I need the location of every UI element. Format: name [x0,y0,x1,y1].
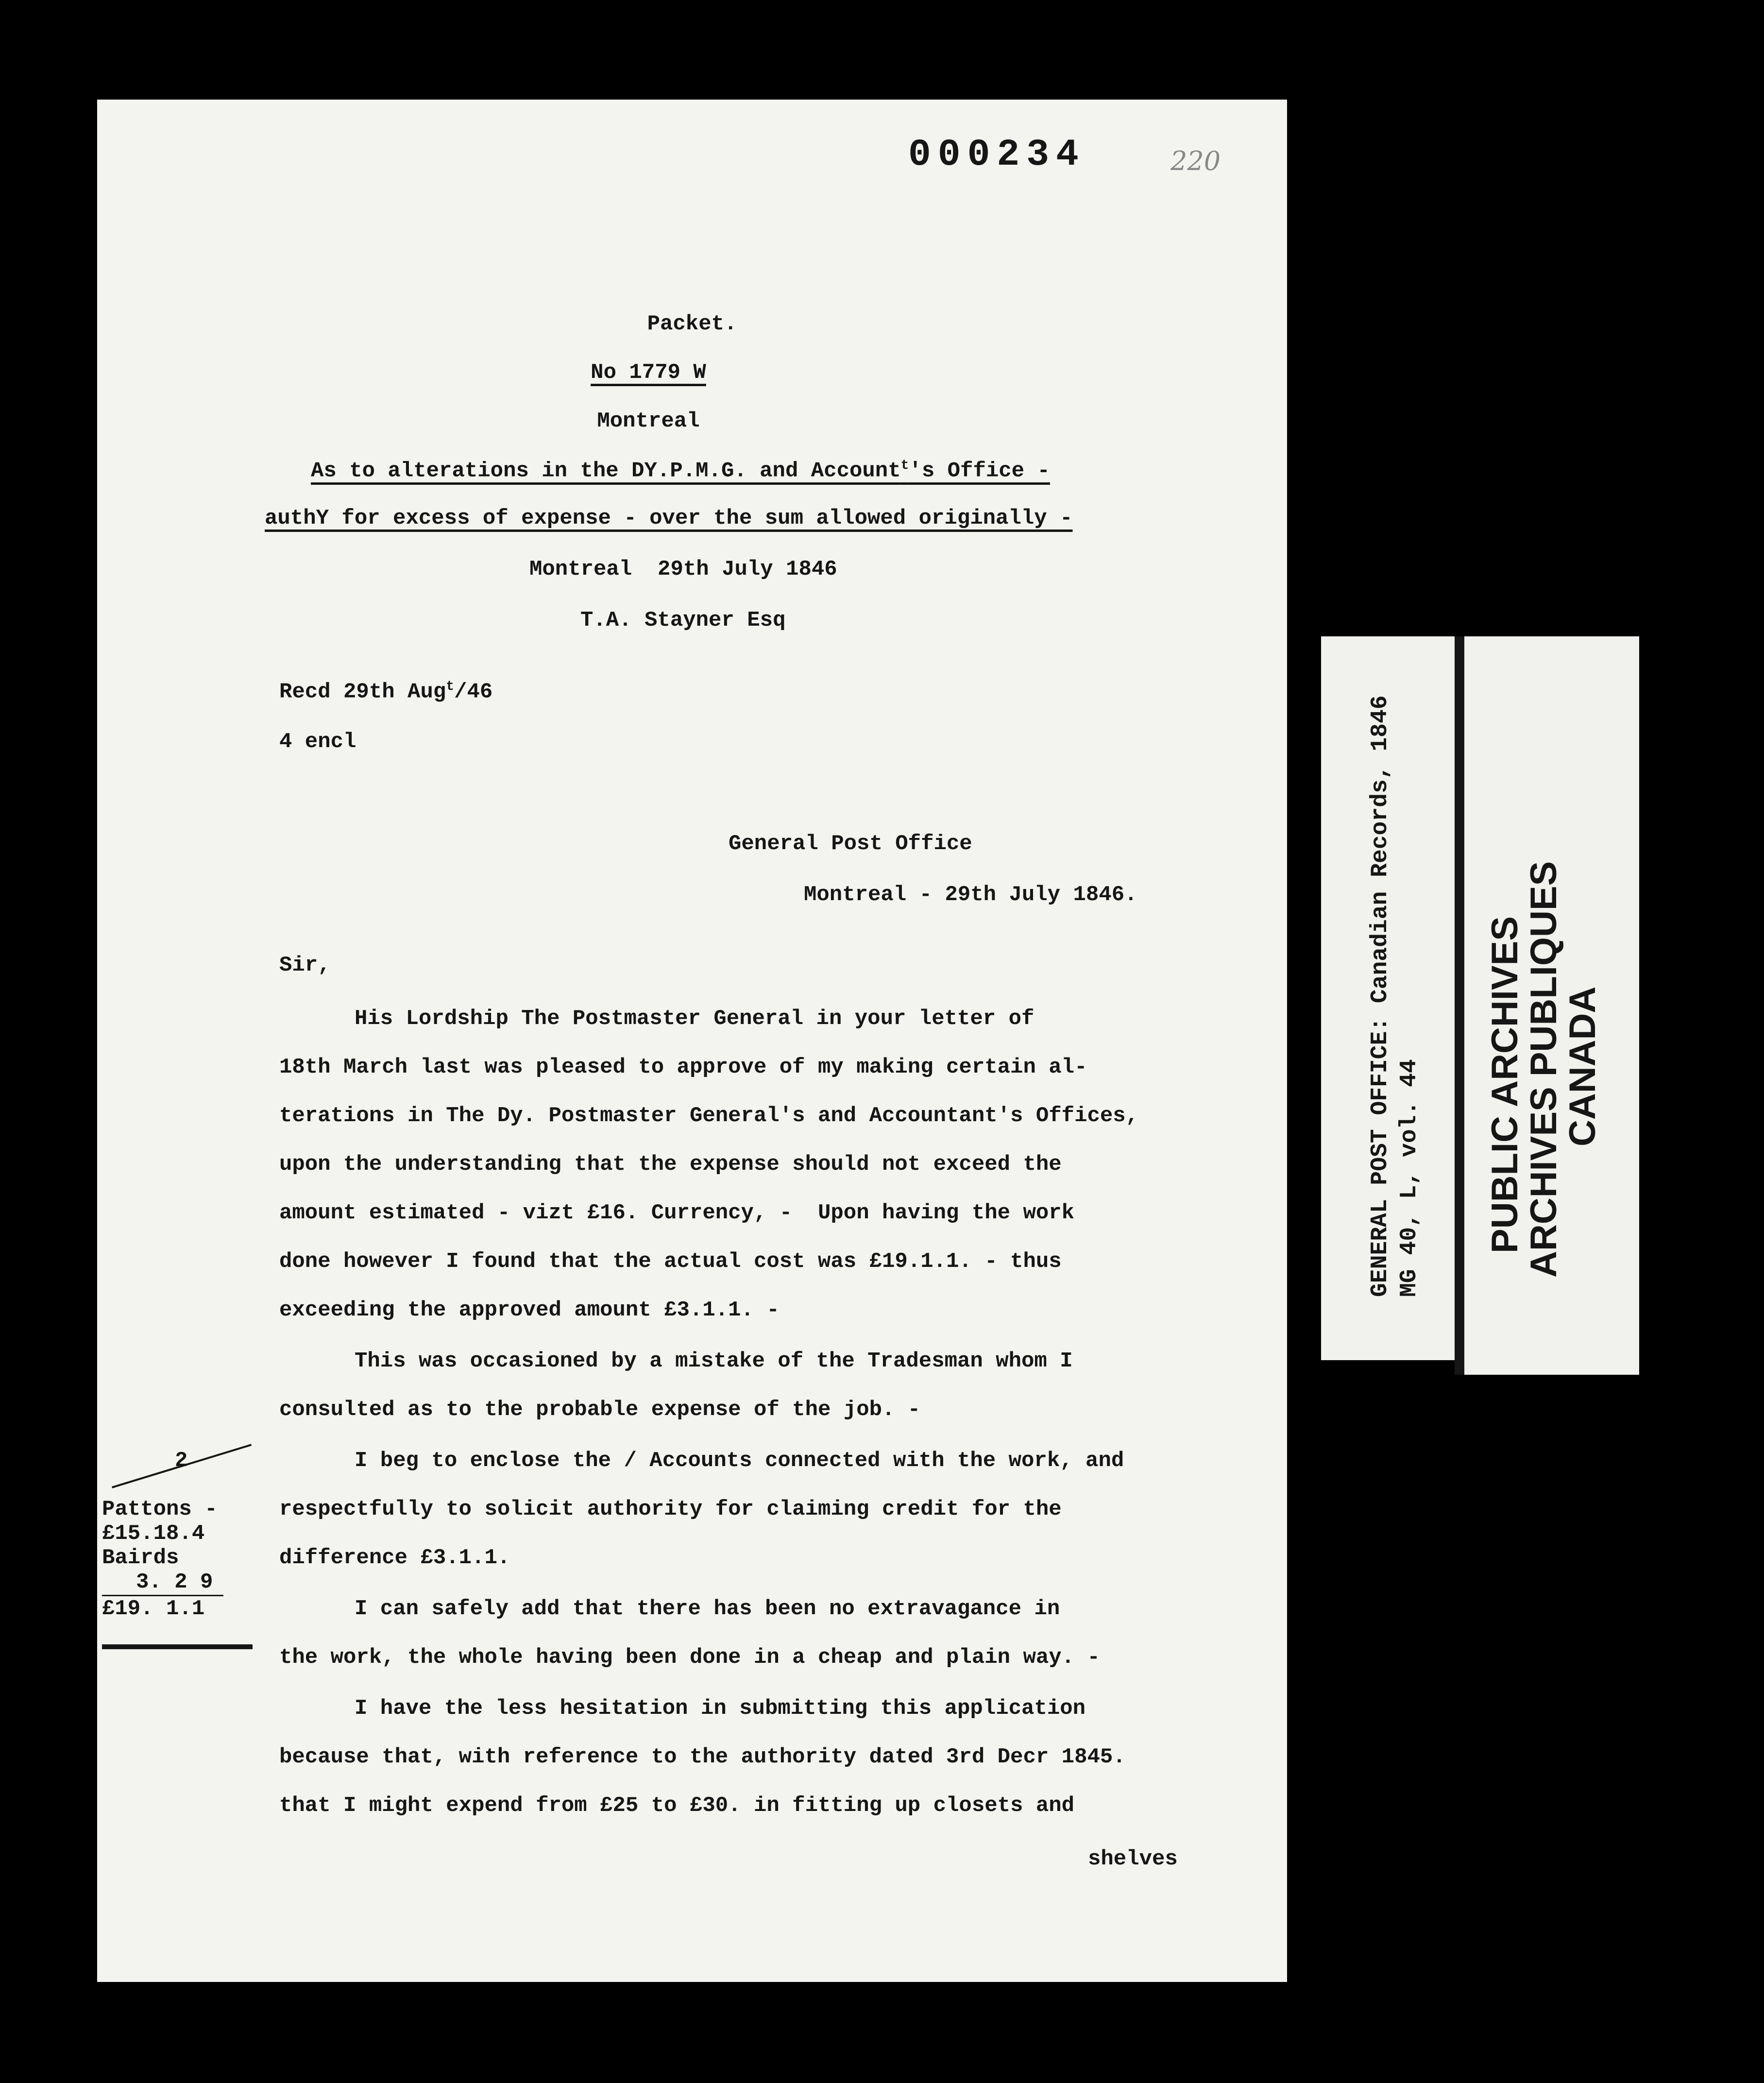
archive-name-french: ARCHIVES PUBLIQUES [1523,861,1564,1278]
pencil-folio-number: 220 [1170,146,1221,176]
body-line: difference £3.1.1. [279,1546,510,1570]
margin-note-bairds-amount: 3. 2 9 [136,1570,213,1594]
body-line: 18th March last was pleased to approve of my making certain al- [279,1055,1087,1079]
packet-heading: Packet. [647,312,737,336]
header-city: Montreal [597,409,700,433]
packet-number: No 1779 W [591,360,706,385]
sender-office: General Post Office [729,832,972,856]
body-line: terations in The Dy. Postmaster General's and Accountant's Offices, [279,1104,1139,1128]
catchword: shelves [1088,1847,1178,1871]
margin-note-pattons-amount: £15.18.4 [102,1521,205,1546]
archive-stamp-label [1455,636,1639,1375]
enclosures-count: 4 encl [279,730,356,754]
salutation: Sir, [279,953,331,977]
body-line: that I might expend from £25 to £30. in fitting up closets and [279,1793,1075,1818]
body-line: the work, the whole having been done in a cheap and plain way. - [279,1645,1100,1670]
body-line: I have the less hesitation in submitting this application [355,1696,1086,1721]
margin-note-sum-rule [102,1595,223,1596]
margin-note-count: 2 [175,1449,188,1473]
archive-source-line-1: GENERAL POST OFFICE: Canadian Records, 1846 [1367,695,1393,1297]
margin-note-total-rule [102,1644,253,1649]
subject-line-2: authY for excess of expense - over the sum allowed originally - [265,506,1073,530]
header-addressee: T.A. Stayner Esq [580,608,786,632]
body-line: I beg to enclose the / Accounts connected with the work, and [355,1449,1124,1473]
received-date: Recd 29th Aug$^t$/46 [279,679,493,704]
body-line: I can safely add that there has been no extravagance in [355,1597,1060,1621]
body-line: amount estimated - vizt £16. Currency, - Upon having the work [279,1201,1075,1225]
archive-country: CANADA [1562,986,1603,1146]
archive-stamp-number: 000234 [908,134,1086,176]
margin-note-total: £19. 1.1 [102,1597,205,1621]
header-date: Montreal 29th July 1846 [529,557,837,581]
body-line: This was occasioned by a mistake of the Tradesman whom I [355,1349,1073,1373]
label-fold-shadow [1455,636,1464,1375]
archive-source-line-2: MG 40, L, vol. 44 [1396,1059,1423,1297]
margin-note-pattons: Pattons - [102,1497,218,1521]
body-line: done however I found that the actual cost was £19.1.1. - thus [279,1249,1062,1274]
body-line: because that, with reference to the authority dated 3rd Decr 1845. [279,1745,1126,1769]
body-line: respectfully to solicit authority for claiming credit for the [279,1497,1062,1521]
archive-name-english: PUBLIC ARCHIVES [1484,916,1526,1253]
body-line: consulted as to the probable expense of the job. - [279,1398,921,1422]
letter-page [97,100,1287,1982]
sender-place-date: Montreal - 29th July 1846. [804,883,1137,907]
body-line: upon the understanding that the expense should not exceed the [279,1152,1062,1177]
body-line: exceeding the approved amount £3.1.1. - [279,1298,780,1322]
subject-line-1: As to alterations in the DY.P.M.G. and Account$^t$'s Office - [311,458,1050,483]
body-line: His Lordship The Postmaster General in your letter of [355,1007,1035,1031]
margin-note-bairds: Bairds [102,1546,179,1570]
archive-source-label [1321,636,1462,1360]
